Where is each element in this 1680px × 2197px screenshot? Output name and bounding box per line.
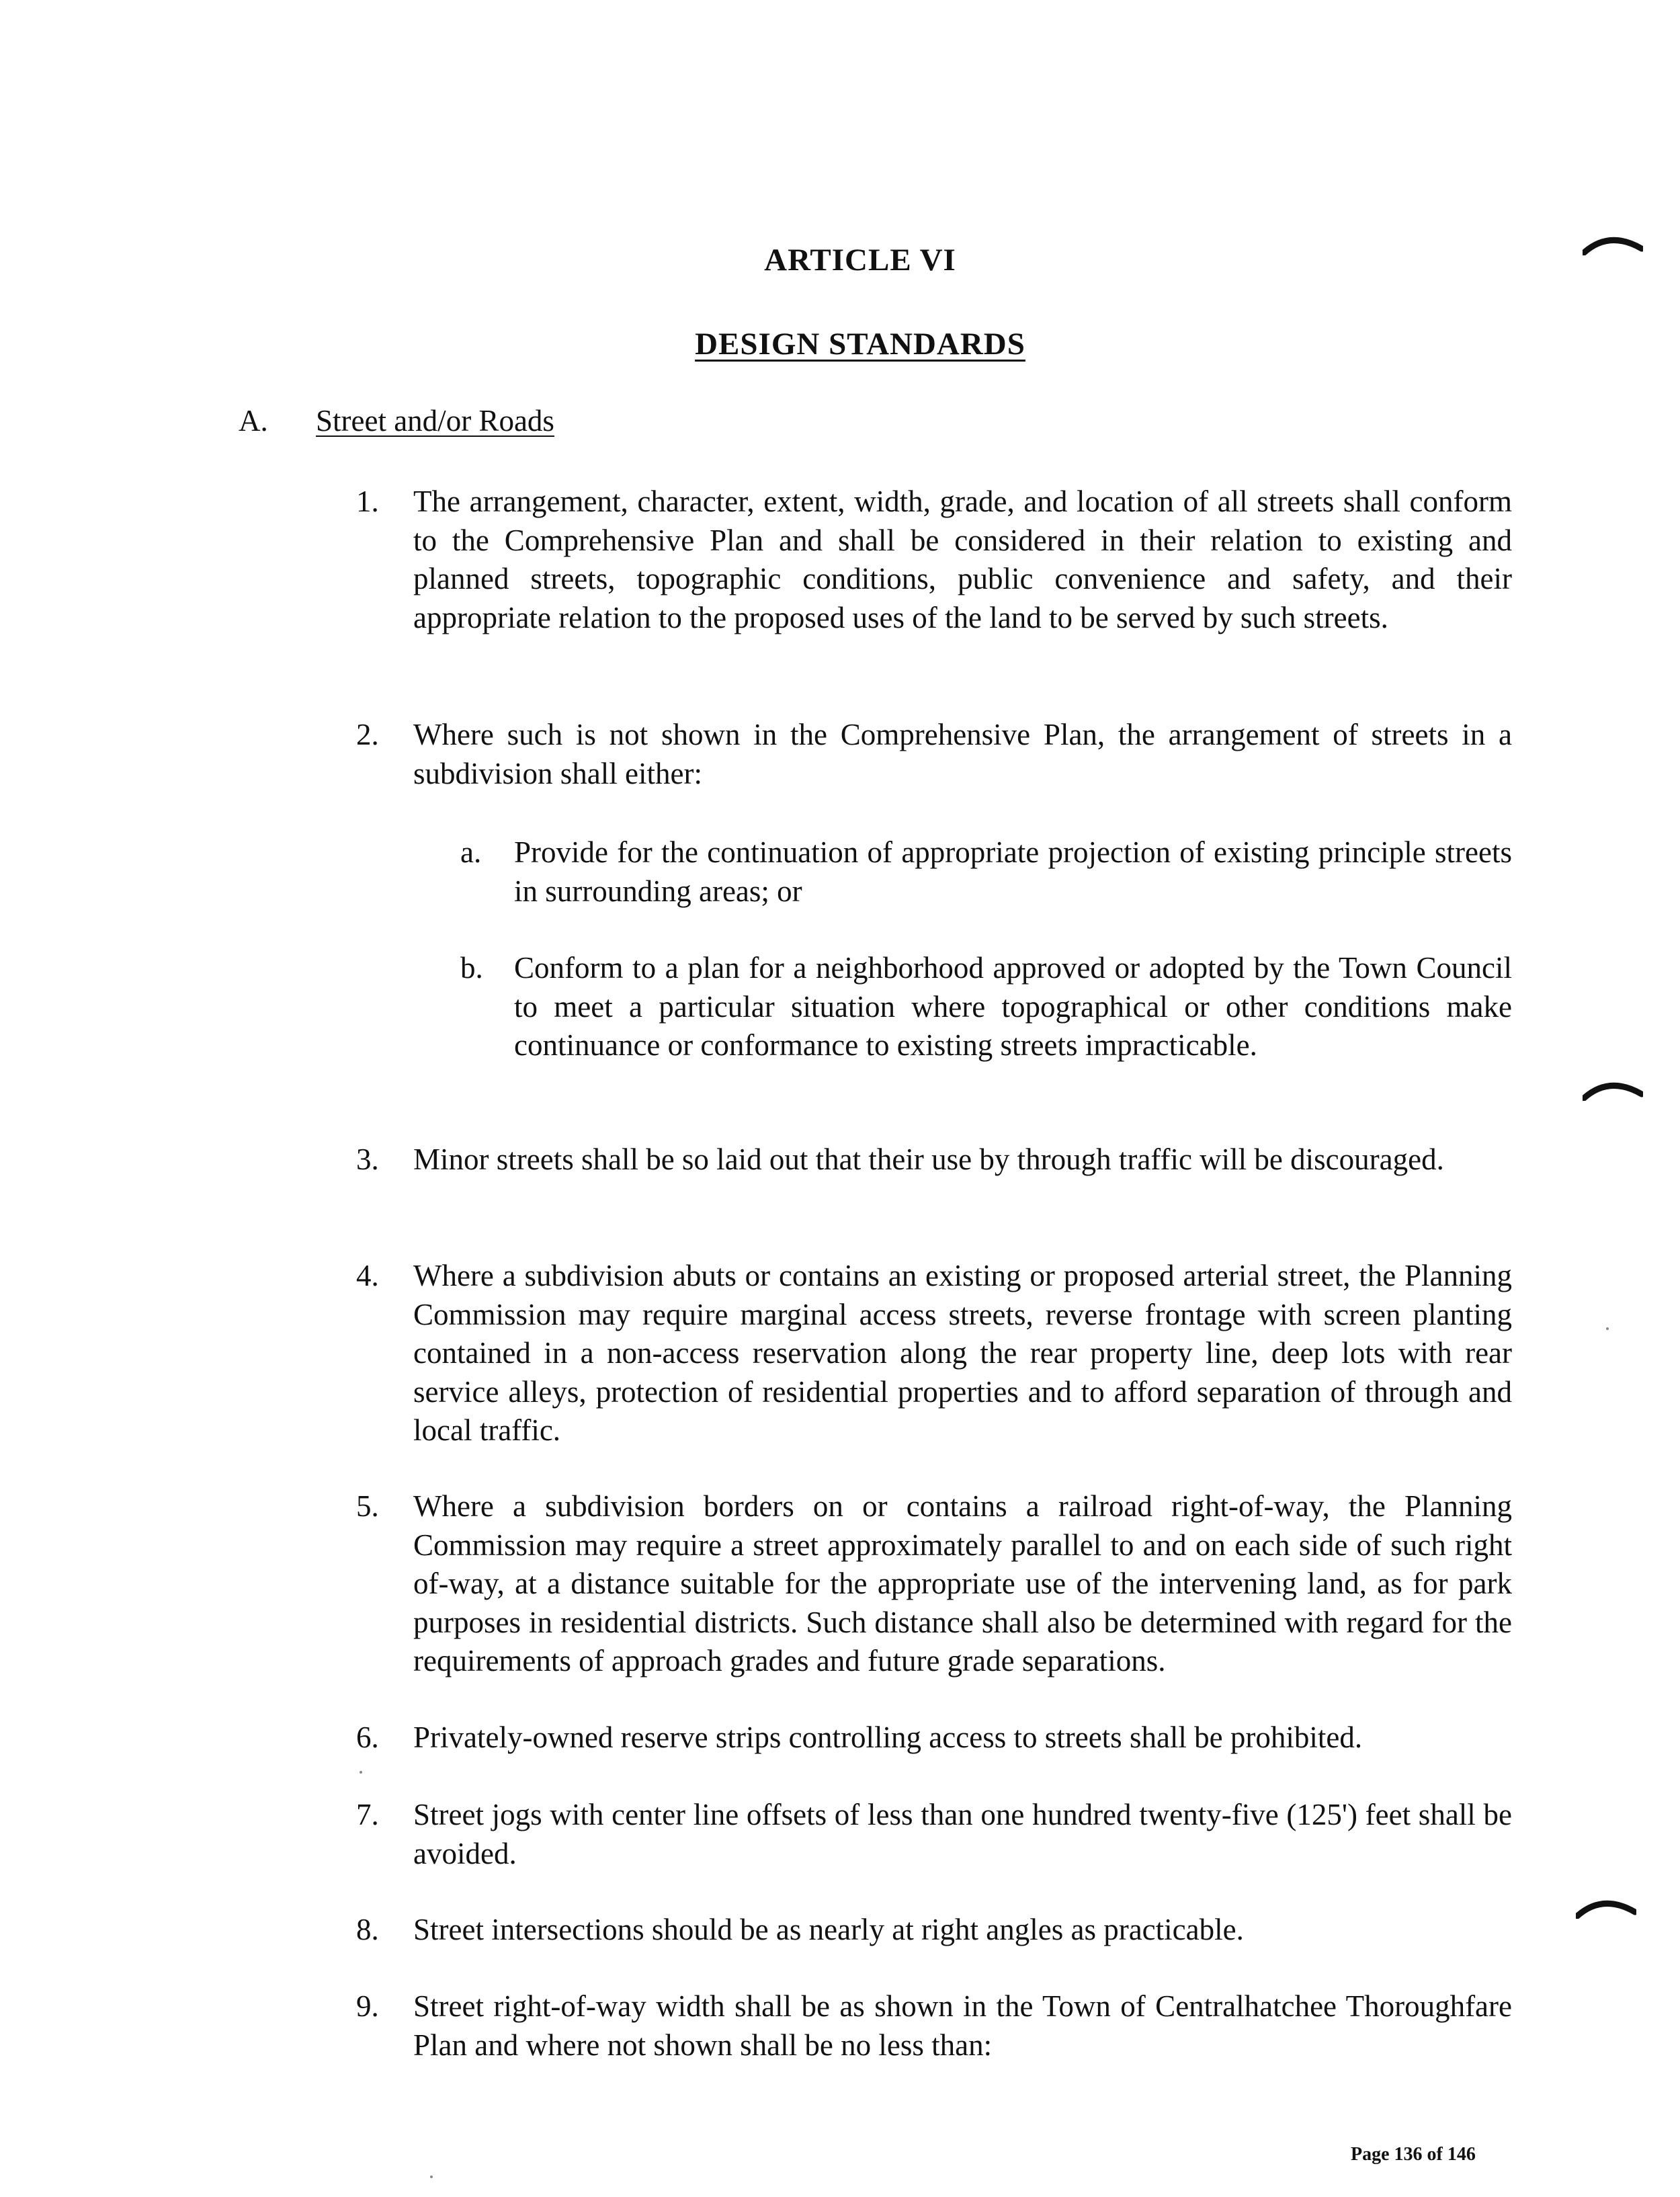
list-item <box>356 1141 1512 1179</box>
subitem-letter: a. <box>460 835 482 869</box>
item-text: Where a subdivision borders on or contains a railroad right-of-way, the Planning Commission may require a street approximately parallel to and on each side of such right of-way, at a distance suitable for the appropriate use of the intervening land, as for park purposes in residential districts. Such distance shall also be determined with regard for the requirements of approach grades and future grade separations. <box>413 1489 1512 1677</box>
sub-list-item <box>460 949 1512 1065</box>
binder-hole-mark-icon <box>1576 1892 1636 1919</box>
item-number: 6. <box>356 1721 379 1754</box>
scan-speck <box>360 1771 362 1774</box>
item-text: Where a subdivision abuts or contains an existing or proposed arterial street, the Planning Commission may require marginal access streets, reverse frontage with screen planting contained in a non-access reservation along the rear property line, deep lots with rear service alleys, protection of residential properties and to afford separation of through and local traffic. <box>413 1259 1512 1447</box>
scan-speck <box>430 2175 433 2178</box>
subsection-heading <box>239 403 554 438</box>
list-item <box>356 716 1512 793</box>
scan-speck <box>1606 1327 1609 1330</box>
item-number: 5. <box>356 1489 379 1523</box>
section-title <box>0 326 1680 362</box>
subitem-text: Conform to a plan for a neighborhood approved or adopted by the Town Council to meet a particular situation where topographical or other conditions make continuance or conformance to existing streets impracticable. <box>514 951 1512 1062</box>
list-item <box>356 1257 1512 1450</box>
page-number: Page 136 of 146 <box>1351 2144 1476 2165</box>
item-text: Where such is not shown in the Comprehensive Plan, the arrangement of streets in a subdivision shall either: <box>413 718 1512 790</box>
item-number: 8. <box>356 1913 379 1946</box>
item-text: Street intersections should be as nearly at right angles as practicable. <box>413 1913 1244 1946</box>
item-text: The arrangement, character, extent, width, grade, and location of all streets shall conform to the Comprehensive Plan and shall be considered in their relation to existing and planned streets, topographic conditions, public convenience and safety, and their appropriate relation to the proposed uses of the land to be served by such streets. <box>413 485 1512 634</box>
section-title-text: DESIGN STANDARDS <box>695 327 1025 362</box>
sub-list-item <box>460 833 1512 911</box>
binder-hole-mark-icon <box>1583 229 1643 255</box>
list-item <box>356 1796 1512 1873</box>
article-title: ARTICLE VI <box>764 243 956 278</box>
item-number: 3. <box>356 1143 379 1176</box>
binder-hole-mark-icon <box>1583 1074 1643 1101</box>
subsection-letter: A. <box>239 404 268 438</box>
item-text: Minor streets shall be so laid out that their use by through traffic will be discouraged. <box>413 1143 1444 1176</box>
item-number: 4. <box>356 1259 379 1292</box>
subitem-letter: b. <box>460 951 483 985</box>
item-number: 1. <box>356 485 379 518</box>
list-item <box>356 1718 1512 1757</box>
item-number: 9. <box>356 1989 379 2023</box>
item-text: Privately-owned reserve strips controlling access to streets shall be prohibited. <box>413 1721 1363 1754</box>
item-text: Street jogs with center line offsets of less than one hundred twenty-five (125') feet shall be avoided. <box>413 1798 1512 1870</box>
list-item <box>356 1911 1512 1950</box>
list-item <box>356 483 1512 637</box>
item-number: 2. <box>356 718 379 751</box>
subsection-title: Street and/or Roads <box>316 404 554 438</box>
item-number: 7. <box>356 1798 379 1831</box>
list-item <box>356 1987 1512 2065</box>
item-text: Street right-of-way width shall be as shown in the Town of Centralhatchee Thoroughfare Plan and where not shown shall be no less than: <box>413 1989 1512 2062</box>
list-item <box>356 1487 1512 1681</box>
subitem-text: Provide for the continuation of appropriate projection of existing principle streets in surrounding areas; or <box>514 835 1512 908</box>
